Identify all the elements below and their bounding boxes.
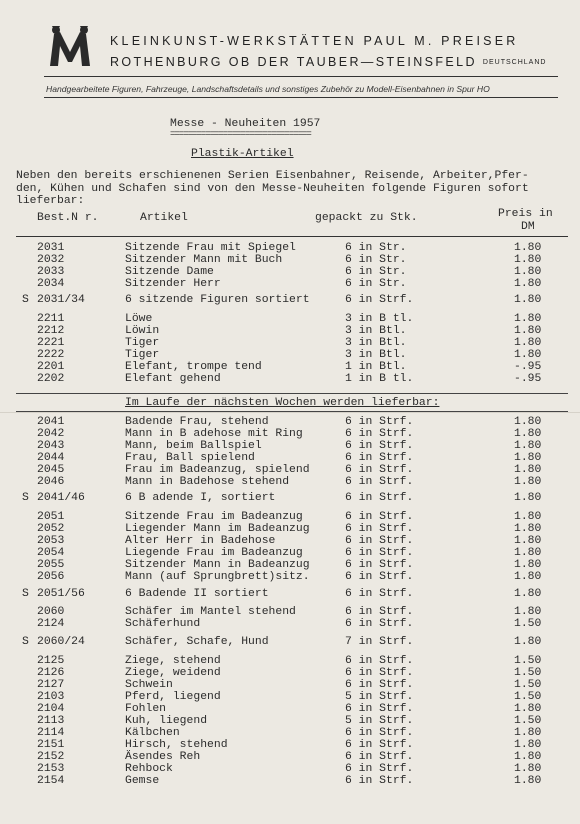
row-article: Sitzende Frau mit Spiegel bbox=[125, 242, 296, 254]
table-row bbox=[0, 325, 580, 337]
row-price: 1.80 bbox=[514, 464, 542, 476]
table-row bbox=[0, 559, 580, 571]
table-row bbox=[0, 571, 580, 583]
row-price: 1.80 bbox=[514, 492, 542, 504]
row-packing: 1 in B tl. bbox=[345, 373, 414, 385]
table-row bbox=[0, 476, 580, 488]
row-article: Löwin bbox=[125, 325, 160, 337]
row-article: Löwe bbox=[125, 313, 153, 325]
row-price: 1.80 bbox=[514, 325, 542, 337]
row-price: 1.80 bbox=[514, 349, 542, 361]
table-row bbox=[0, 349, 580, 361]
row-packing: 6 in Str. bbox=[345, 266, 407, 278]
row-price: 1.80 bbox=[514, 313, 542, 325]
table-row bbox=[0, 361, 580, 373]
row-packing: 6 in Strf. bbox=[345, 739, 414, 751]
row-order-number: 2054 bbox=[37, 547, 65, 559]
row-packing: 6 in Str. bbox=[345, 278, 407, 290]
header-packed: gepackt zu Stk. bbox=[315, 212, 418, 224]
row-packing: 6 in Strf. bbox=[345, 452, 414, 464]
row-price: 1.80 bbox=[514, 547, 542, 559]
row-price: 1.80 bbox=[514, 511, 542, 523]
row-article: Alter Herr in Badehose bbox=[125, 535, 276, 547]
row-article: Sitzende Dame bbox=[125, 266, 214, 278]
row-packing: 6 in Strf. bbox=[345, 775, 414, 787]
row-price: 1.80 bbox=[514, 588, 542, 600]
header-rule bbox=[16, 236, 568, 237]
row-packing: 6 in Strf. bbox=[345, 476, 414, 488]
header-price: Preis in bbox=[498, 208, 553, 220]
row-order-number: 2045 bbox=[37, 464, 65, 476]
row-order-number: 2031 bbox=[37, 242, 65, 254]
row-price: 1.80 bbox=[514, 266, 542, 278]
row-packing: 6 in Strf. bbox=[345, 655, 414, 667]
row-packing: 6 in Strf. bbox=[345, 547, 414, 559]
row-order-number: 2060 bbox=[37, 606, 65, 618]
row-article: Sitzende Frau im Badeanzug bbox=[125, 511, 303, 523]
row-article: Tiger bbox=[125, 349, 160, 361]
row-order-number: 2153 bbox=[37, 763, 65, 775]
row-order-number: 2222 bbox=[37, 349, 65, 361]
table-row bbox=[0, 242, 580, 254]
intro-line: den, Kühen und Schafen sind von den Messe-Neuheiten folgende Figuren sofort bbox=[16, 182, 529, 195]
row-article: Frau, Ball spielend bbox=[125, 452, 255, 464]
section-rule-upper bbox=[16, 393, 568, 394]
row-article: Schäfer, Schafe, Hund bbox=[125, 636, 269, 648]
table-row bbox=[0, 416, 580, 428]
table-row bbox=[0, 588, 580, 600]
row-article: Liegender Mann im Badeanzug bbox=[125, 523, 310, 535]
row-price: 1.80 bbox=[514, 428, 542, 440]
row-order-number: 2114 bbox=[37, 727, 65, 739]
row-article: Pferd, liegend bbox=[125, 691, 221, 703]
row-price: 1.80 bbox=[514, 571, 542, 583]
table-row bbox=[0, 337, 580, 349]
row-price: 1.80 bbox=[514, 751, 542, 763]
row-order-number: 2060/24 bbox=[37, 636, 85, 648]
row-packing: 1 in Btl. bbox=[345, 361, 407, 373]
row-price: 1.50 bbox=[514, 715, 542, 727]
table-row bbox=[0, 703, 580, 715]
row-packing: 6 in Strf. bbox=[345, 679, 414, 691]
table-row bbox=[0, 763, 580, 775]
row-article: Schwein bbox=[125, 679, 173, 691]
row-order-number: 2031/34 bbox=[37, 294, 85, 306]
row-order-number: 2053 bbox=[37, 535, 65, 547]
row-price: 1.50 bbox=[514, 618, 542, 630]
table-row bbox=[0, 523, 580, 535]
row-order-number: 2055 bbox=[37, 559, 65, 571]
row-sort-marker: S bbox=[22, 636, 29, 648]
row-order-number: 2034 bbox=[37, 278, 65, 290]
row-price: 1.50 bbox=[514, 679, 542, 691]
row-price: 1.80 bbox=[514, 416, 542, 428]
row-packing: 6 in Strf. bbox=[345, 523, 414, 535]
row-packing: 3 in Btl. bbox=[345, 325, 407, 337]
row-packing: 6 in Strf. bbox=[345, 492, 414, 504]
row-order-number: 2113 bbox=[37, 715, 65, 727]
table-row bbox=[0, 464, 580, 476]
row-sort-marker: S bbox=[22, 588, 29, 600]
row-price: 1.80 bbox=[514, 278, 542, 290]
row-price: -.95 bbox=[514, 373, 542, 385]
row-price: 1.80 bbox=[514, 763, 542, 775]
table-row bbox=[0, 655, 580, 667]
letterhead-rule-top bbox=[44, 76, 558, 77]
row-article: Äsendes Reh bbox=[125, 751, 201, 763]
row-price: 1.50 bbox=[514, 691, 542, 703]
header-article: Artikel bbox=[140, 212, 188, 224]
row-article: Ziege, weidend bbox=[125, 667, 221, 679]
table-row bbox=[0, 547, 580, 559]
row-packing: 3 in Btl. bbox=[345, 349, 407, 361]
row-price: 1.80 bbox=[514, 254, 542, 266]
row-article: Kälbchen bbox=[125, 727, 180, 739]
row-order-number: 2125 bbox=[37, 655, 65, 667]
row-price: 1.80 bbox=[514, 337, 542, 349]
row-packing: 6 in Strf. bbox=[345, 440, 414, 452]
row-article: Badende Frau, stehend bbox=[125, 416, 269, 428]
row-article: Liegende Frau im Badeanzug bbox=[125, 547, 303, 559]
header-order-number: Best.N r. bbox=[37, 212, 99, 224]
row-order-number: 2033 bbox=[37, 266, 65, 278]
row-order-number: 2212 bbox=[37, 325, 65, 337]
table-row bbox=[0, 373, 580, 385]
intro-paragraph bbox=[16, 170, 576, 208]
table-row bbox=[0, 618, 580, 630]
row-order-number: 2044 bbox=[37, 452, 65, 464]
row-order-number: 2041/46 bbox=[37, 492, 85, 504]
row-price: 1.80 bbox=[514, 606, 542, 618]
row-packing: 5 in Strf. bbox=[345, 715, 414, 727]
table-row bbox=[0, 511, 580, 523]
intro-line: Neben den bereits erschienenen Serien Eisenbahner, Reisende, Arbeiter,Pfer- bbox=[16, 170, 529, 182]
row-article: Hirsch, stehend bbox=[125, 739, 228, 751]
row-packing: 5 in Strf. bbox=[345, 691, 414, 703]
row-sort-marker: S bbox=[22, 492, 29, 504]
row-article: Elefant, trompe tend bbox=[125, 361, 262, 373]
row-price: 1.80 bbox=[514, 559, 542, 571]
table-row bbox=[0, 254, 580, 266]
row-packing: 6 in Strf. bbox=[345, 667, 414, 679]
document-subtitle: Plastik-Artikel bbox=[191, 148, 294, 160]
document-title: Messe - Neuheiten 1957 bbox=[170, 118, 321, 130]
row-price: 1.80 bbox=[514, 294, 542, 306]
table-row bbox=[0, 294, 580, 306]
row-order-number: 2127 bbox=[37, 679, 65, 691]
row-article: Fohlen bbox=[125, 703, 167, 715]
row-article: Gemse bbox=[125, 775, 160, 787]
table-row bbox=[0, 313, 580, 325]
row-article: Sitzender Mann mit Buch bbox=[125, 254, 283, 266]
row-packing: 6 in Strf. bbox=[345, 511, 414, 523]
row-packing: 6 in Strf. bbox=[345, 727, 414, 739]
table-row bbox=[0, 739, 580, 751]
row-article: Rehbock bbox=[125, 763, 173, 775]
row-order-number: 2104 bbox=[37, 703, 65, 715]
row-order-number: 2154 bbox=[37, 775, 65, 787]
row-packing: 6 in Strf. bbox=[345, 428, 414, 440]
row-article: Mann (auf Sprungbrett)sitz. bbox=[125, 571, 310, 583]
row-order-number: 2051 bbox=[37, 511, 65, 523]
row-packing: 6 in Str. bbox=[345, 254, 407, 266]
table-row bbox=[0, 492, 580, 504]
row-article: 6 Badende II sortiert bbox=[125, 588, 269, 600]
upcoming-notice: Im Laufe der nächsten Wochen werden lieferbar: bbox=[125, 397, 440, 409]
row-order-number: 2202 bbox=[37, 373, 65, 385]
company-name: KLEINKUNST-WERKSTÄTTEN PAUL M. PREISER bbox=[110, 34, 519, 48]
table-row bbox=[0, 636, 580, 648]
table-row bbox=[0, 266, 580, 278]
row-article: Mann in B adehose mit Ring bbox=[125, 428, 303, 440]
table-row bbox=[0, 440, 580, 452]
row-packing: 3 in Btl. bbox=[345, 337, 407, 349]
row-packing: 6 in Strf. bbox=[345, 535, 414, 547]
table-row bbox=[0, 715, 580, 727]
letterhead-rule-bottom bbox=[44, 97, 558, 98]
row-order-number: 2052 bbox=[37, 523, 65, 535]
table-row bbox=[0, 606, 580, 618]
row-order-number: 2151 bbox=[37, 739, 65, 751]
company-address bbox=[110, 55, 562, 69]
row-order-number: 2032 bbox=[37, 254, 65, 266]
row-price: 1.50 bbox=[514, 667, 542, 679]
table-row bbox=[0, 428, 580, 440]
row-article: Sitzender Mann in Badeanzug bbox=[125, 559, 310, 571]
row-price: 1.50 bbox=[514, 655, 542, 667]
row-article: Mann, beim Ballspiel bbox=[125, 440, 262, 452]
row-packing: 6 in Strf. bbox=[345, 294, 414, 306]
table-row bbox=[0, 679, 580, 691]
row-article: Kuh, liegend bbox=[125, 715, 208, 727]
row-packing: 6 in Strf. bbox=[345, 559, 414, 571]
row-order-number: 2211 bbox=[37, 313, 65, 325]
row-order-number: 2221 bbox=[37, 337, 65, 349]
row-packing: 3 in B tl. bbox=[345, 313, 414, 325]
company-tagline: Handgearbeitete Figuren, Fahrzeuge, Landschaftsdetails und sonstiges Zubehör zu Modell-Eisenbahnen in Spur HO bbox=[46, 84, 490, 94]
row-order-number: 2043 bbox=[37, 440, 65, 452]
row-article: 6 sitzende Figuren sortiert bbox=[125, 294, 310, 306]
row-order-number: 2126 bbox=[37, 667, 65, 679]
row-price: 1.80 bbox=[514, 739, 542, 751]
row-order-number: 2056 bbox=[37, 571, 65, 583]
row-article: Mann in Badehose stehend bbox=[125, 476, 290, 488]
row-order-number: 2124 bbox=[37, 618, 65, 630]
row-packing: 6 in Strf. bbox=[345, 751, 414, 763]
table-row bbox=[0, 535, 580, 547]
row-order-number: 2041 bbox=[37, 416, 65, 428]
row-price: 1.80 bbox=[514, 636, 542, 648]
row-packing: 6 in Strf. bbox=[345, 703, 414, 715]
row-order-number: 2042 bbox=[37, 428, 65, 440]
table-row bbox=[0, 691, 580, 703]
row-packing: 6 in Strf. bbox=[345, 588, 414, 600]
row-article: Schäfer im Mantel stehend bbox=[125, 606, 296, 618]
table-row bbox=[0, 452, 580, 464]
row-order-number: 2103 bbox=[37, 691, 65, 703]
row-article: Ziege, stehend bbox=[125, 655, 221, 667]
row-article: Elefant gehend bbox=[125, 373, 221, 385]
row-packing: 6 in Strf. bbox=[345, 763, 414, 775]
row-sort-marker: S bbox=[22, 294, 29, 306]
row-packing: 6 in Strf. bbox=[345, 606, 414, 618]
title-underline: ================================ bbox=[170, 129, 311, 139]
table-row bbox=[0, 278, 580, 290]
table-row bbox=[0, 727, 580, 739]
table-row bbox=[0, 667, 580, 679]
company-address-text: ROTHENBURG OB DER TAUBER—STEINSFELD bbox=[110, 55, 477, 69]
row-price: 1.80 bbox=[514, 703, 542, 715]
row-price: 1.80 bbox=[514, 775, 542, 787]
row-article: Frau im Badeanzug, spielend bbox=[125, 464, 310, 476]
row-price: 1.80 bbox=[514, 242, 542, 254]
table-row bbox=[0, 775, 580, 787]
row-price: 1.80 bbox=[514, 727, 542, 739]
row-packing: 6 in Strf. bbox=[345, 416, 414, 428]
header-price-unit: DM bbox=[521, 221, 535, 233]
row-price: 1.80 bbox=[514, 452, 542, 464]
row-packing: 6 in Strf. bbox=[345, 618, 414, 630]
row-order-number: 2051/56 bbox=[37, 588, 85, 600]
table-row bbox=[0, 751, 580, 763]
row-article: Tiger bbox=[125, 337, 160, 349]
row-price: -.95 bbox=[514, 361, 542, 373]
row-order-number: 2046 bbox=[37, 476, 65, 488]
company-country: DEUTSCHLAND bbox=[482, 59, 547, 66]
row-article: 6 B adende I, sortiert bbox=[125, 492, 276, 504]
row-order-number: 2152 bbox=[37, 751, 65, 763]
row-article: Schäferhund bbox=[125, 618, 201, 630]
company-logo bbox=[44, 24, 96, 70]
row-packing: 6 in Strf. bbox=[345, 571, 414, 583]
row-article: Sitzender Herr bbox=[125, 278, 221, 290]
row-packing: 6 in Str. bbox=[345, 242, 407, 254]
row-packing: 6 in Strf. bbox=[345, 464, 414, 476]
row-order-number: 2201 bbox=[37, 361, 65, 373]
intro-line: lieferbar: bbox=[16, 195, 85, 207]
paper-fold bbox=[0, 412, 580, 413]
row-price: 1.80 bbox=[514, 523, 542, 535]
row-price: 1.80 bbox=[514, 440, 542, 452]
row-price: 1.80 bbox=[514, 476, 542, 488]
row-packing: 7 in Strf. bbox=[345, 636, 414, 648]
row-price: 1.80 bbox=[514, 535, 542, 547]
